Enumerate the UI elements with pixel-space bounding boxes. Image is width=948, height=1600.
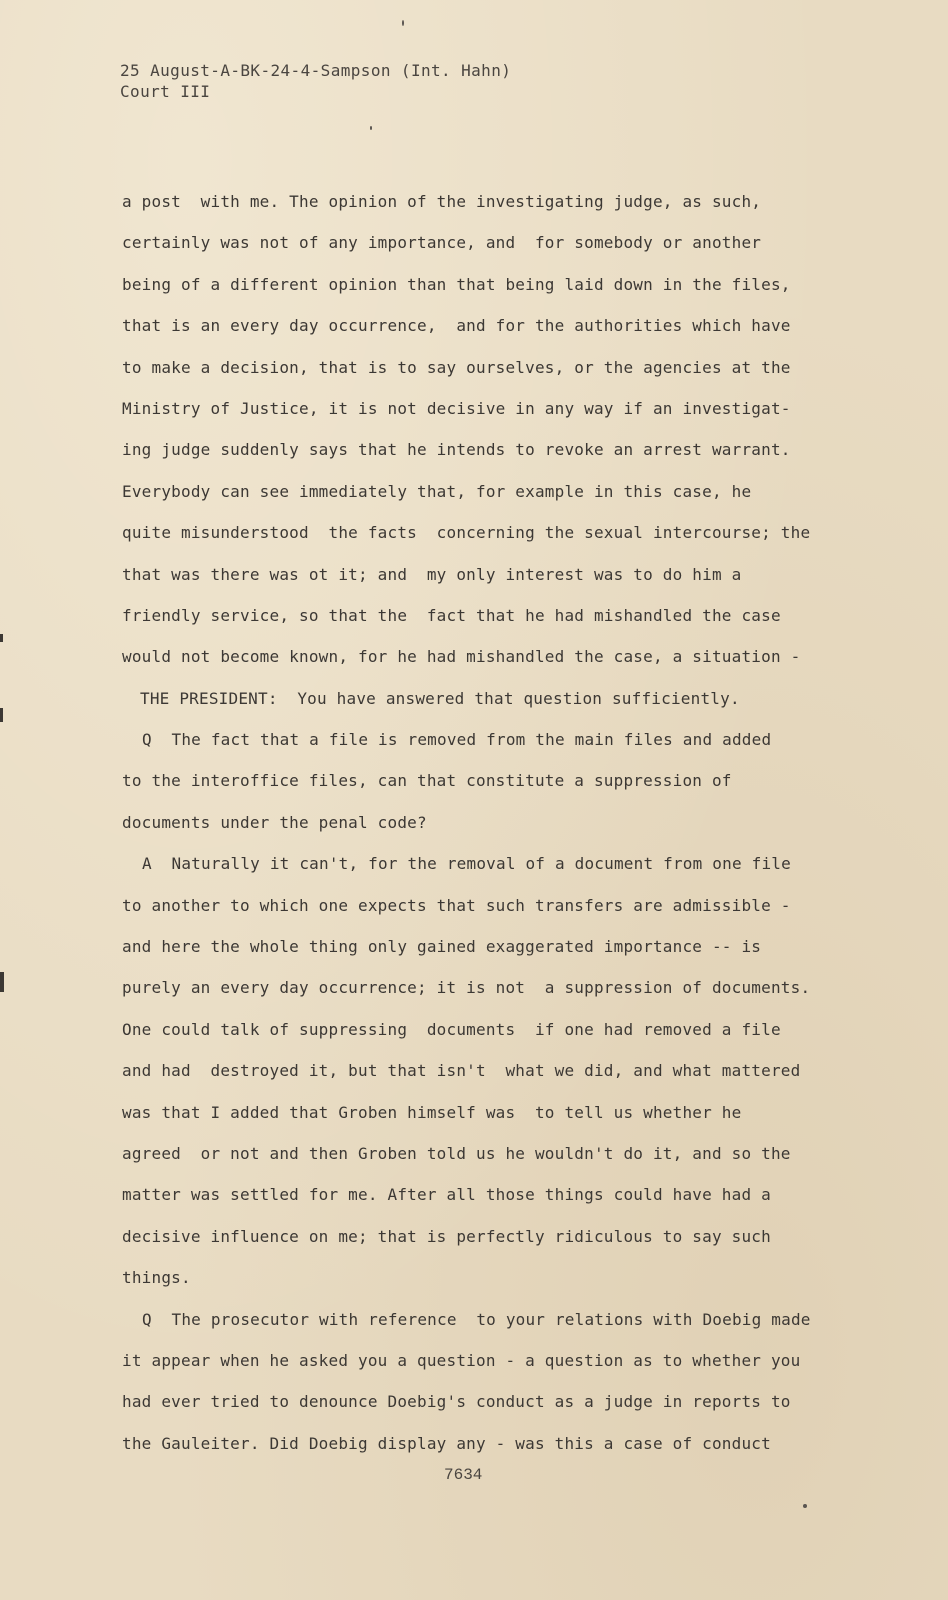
transcript-line: the Gauleiter. Did Doebig display any - was this a case of conduct xyxy=(122,1433,771,1453)
transcript-line: it appear when he asked you a question - a question as to whether you xyxy=(122,1350,801,1370)
transcript-line: a post with me. The opinion of the investigating judge, as such, xyxy=(122,192,762,211)
transcript-line: had ever tried to denounce Doebig's conduct as a judge in reports to xyxy=(122,1392,791,1412)
transcript-line: was that I added that Groben himself was to tell us whether he xyxy=(122,1102,742,1122)
transcript-line: quite misunderstood the facts concerning the sexual intercourse; the xyxy=(122,523,811,543)
transcript-line: would not become known, for he had mishandled the case, a situation - xyxy=(122,647,801,667)
margin-mark xyxy=(0,972,4,992)
paper-speck xyxy=(803,1504,807,1508)
transcript-line: Ministry of Justice, it is not decisive in any way if an investigat- xyxy=(122,398,791,418)
transcript-line: that is an every day occurrence, and for the authorities which have xyxy=(122,316,791,336)
transcript-line: that was there was ot it; and my only interest was to do him a xyxy=(122,564,742,584)
margin-mark xyxy=(0,634,3,642)
document-header xyxy=(120,60,511,102)
transcript-line-question: Q The prosecutor with reference to your relations with Doebig made xyxy=(142,1309,811,1329)
transcript-line: to another to which one expects that such transfers are admissible - xyxy=(122,895,791,915)
paper-speck xyxy=(370,126,372,130)
transcript-line-answer: A Naturally it can't, for the removal of a document from one file xyxy=(142,854,791,874)
transcript-line: Everybody can see immediately that, for example in this case, he xyxy=(122,481,752,501)
transcript-line: matter was settled for me. After all those things could have had a xyxy=(122,1185,771,1205)
paper-speck xyxy=(402,20,404,26)
page-number: 7634 xyxy=(444,1466,483,1484)
transcript-line: and here the whole thing only gained exaggerated importance -- is xyxy=(122,937,762,957)
transcript-body xyxy=(122,181,842,1464)
transcript-line: things. xyxy=(122,1268,191,1288)
transcript-line-question: Q The fact that a file is removed from the main files and added xyxy=(142,730,772,750)
transcript-line: decisive influence on me; that is perfectly ridiculous to say such xyxy=(122,1226,771,1246)
transcript-line: and had destroyed it, but that isn't what we did, and what mattered xyxy=(122,1061,801,1081)
transcript-line: documents under the penal code? xyxy=(122,812,427,832)
transcript-line: being of a different opinion than that being laid down in the files, xyxy=(122,274,791,294)
transcript-line: agreed or not and then Groben told us he wouldn't do it, and so the xyxy=(122,1143,791,1163)
transcript-line: to make a decision, that is to say ourselves, or the agencies at the xyxy=(122,357,791,377)
margin-mark xyxy=(0,708,3,722)
transcript-line-speaker: THE PRESIDENT: You have answered that question sufficiently. xyxy=(140,688,740,708)
transcript-line: purely an every day occurrence; it is not a suppression of documents. xyxy=(122,978,811,998)
header-court: Court III xyxy=(120,82,211,101)
transcript-line: to the interoffice files, can that constitute a suppression of xyxy=(122,771,732,791)
header-reference: 25 August-A-BK-24-4-Sampson (Int. Hahn) xyxy=(120,61,512,80)
transcript-line: certainly was not of any importance, and for somebody or another xyxy=(122,233,762,253)
transcript-line: ing judge suddenly says that he intends to revoke an arrest warrant. xyxy=(122,440,791,460)
transcript-line: One could talk of suppressing documents if one had removed a file xyxy=(122,1019,781,1039)
transcript-line: friendly service, so that the fact that he had mishandled the case xyxy=(122,605,781,625)
